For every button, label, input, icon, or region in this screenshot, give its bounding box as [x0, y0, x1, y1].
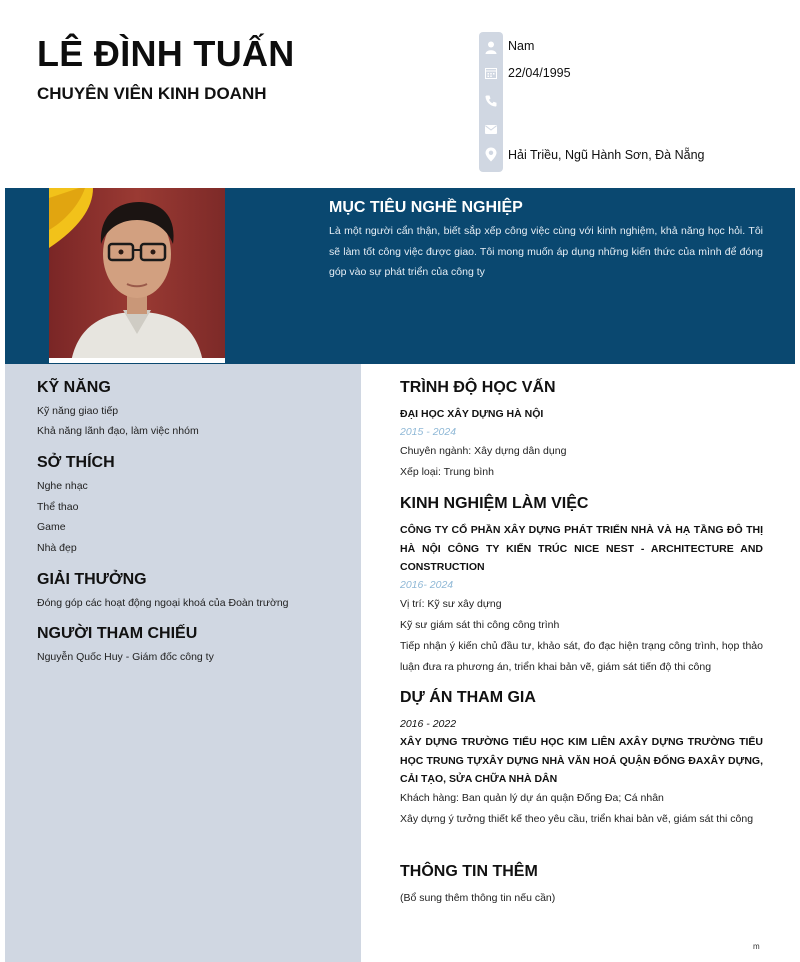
education-major: Chuyên ngành: Xây dựng dân dụng — [400, 445, 567, 457]
contact-address: Hải Triều, Ngũ Hành Sơn, Đà Nẵng — [508, 148, 705, 162]
awards-title: GIẢI THƯỞNG — [37, 571, 147, 588]
experience-period: 2016- 2024 — [400, 579, 454, 591]
profile-photo — [49, 188, 225, 362]
experience-description: Tiếp nhận ý kiến chủ đầu tư, khảo sát, đo đạc hiện trạng công trình, họp thảo luận đưa ra phương án, triển khai bản vẽ, giám sát tiến độ thi công — [400, 640, 763, 673]
hobbies-title: SỞ THÍCH — [37, 454, 115, 471]
projects-name: XÂY DỰNG TRƯỜNG TIỂU HỌC KIM LIÊN AXÂY DỰNG TRƯỜNG TIỂU HỌC TRUNG TỰXÂY DỰNG NHÀ VĂN HOÁ QUẬN ĐỐNG ĐAXÂY DỰNG, CẢI TẠO, SỬA CHỮA NHÀ DÂN — [400, 736, 763, 785]
calendar-icon — [479, 63, 503, 83]
projects-description: Xây dựng ý tưởng thiết kế theo yêu cầu, triển khai bản vẽ, giám sát thi công — [400, 813, 754, 825]
projects-title: DỰ ÁN THAM GIA — [400, 689, 536, 706]
contact-birthday: 22/04/1995 — [508, 66, 571, 80]
footer-mark: m — [753, 942, 760, 951]
hobby-item: Thể thao — [37, 501, 79, 513]
award-item: Đóng góp các hoạt động ngoại khoá của Đoàn trường — [37, 597, 289, 609]
user-icon — [479, 37, 503, 57]
experience-duty: Kỹ sư giám sát thi công công trình — [400, 619, 560, 631]
education-school: ĐẠI HỌC XÂY DỰNG HÀ NỘI — [400, 408, 544, 420]
phone-icon — [479, 91, 503, 111]
projects-period: 2016 - 2022 — [400, 718, 457, 730]
objective-title: MỤC TIÊU NGHỀ NGHIỆP — [329, 199, 523, 216]
skill-item: Kỹ năng giao tiếp — [37, 405, 119, 417]
hobby-item: Nghe nhạc — [37, 480, 88, 492]
education-period: 2015 - 2024 — [400, 426, 457, 438]
experience-company: CÔNG TY CỔ PHẦN XÂY DỰNG PHÁT TRIỂN NHÀ VÀ HẠ TẦNG ĐÔ THỊ HÀ NỘI CÔNG TY KIẾN TRÚC NICE NEST - ARCHITECTURE AND CONSTRUCTION — [400, 524, 763, 573]
education-title: TRÌNH ĐỘ HỌC VẤN — [400, 379, 556, 396]
experience-role: Vị trí: Kỹ sư xây dựng — [400, 598, 502, 610]
contact-gender: Nam — [508, 39, 535, 53]
hobby-item: Game — [37, 521, 66, 533]
additional-text: (Bổ sung thêm thông tin nếu cần) — [400, 892, 556, 904]
skills-title: KỸ NĂNG — [37, 379, 111, 396]
contact-icon-strip — [479, 32, 503, 172]
candidate-name: LÊ ĐÌNH TUẤN — [37, 33, 295, 74]
projects-client: Khách hàng: Ban quản lý dự án quận Đống Đa; Cá nhân — [400, 792, 664, 804]
mail-icon — [479, 119, 503, 139]
location-pin-icon — [479, 144, 503, 164]
skill-item: Khả năng lãnh đạo, làm việc nhóm — [37, 425, 199, 437]
photo-bottom-strip — [49, 358, 225, 363]
candidate-position: CHUYÊN VIÊN KINH DOANH — [37, 84, 267, 103]
reference-item: Nguyễn Quốc Huy - Giám đốc công ty — [37, 651, 214, 663]
additional-title: THÔNG TIN THÊM — [400, 863, 538, 880]
education-grade: Xếp loại: Trung bình — [400, 466, 494, 478]
references-title: NGƯỜI THAM CHIẾU — [37, 625, 198, 642]
objective-text: Là một người cẩn thận, biết sắp xếp công việc cùng với kinh nghiệm, khả năng học hỏi. Tôi sẽ làm tốt công việc được giao. Tôi mong muốn áp dụng những kiến thức của mình để đóng góp vào sự phát triển của công ty — [329, 225, 763, 278]
experience-title: KINH NGHIỆM LÀM VIỆC — [400, 495, 589, 512]
hobby-item: Nhà đẹp — [37, 542, 77, 554]
